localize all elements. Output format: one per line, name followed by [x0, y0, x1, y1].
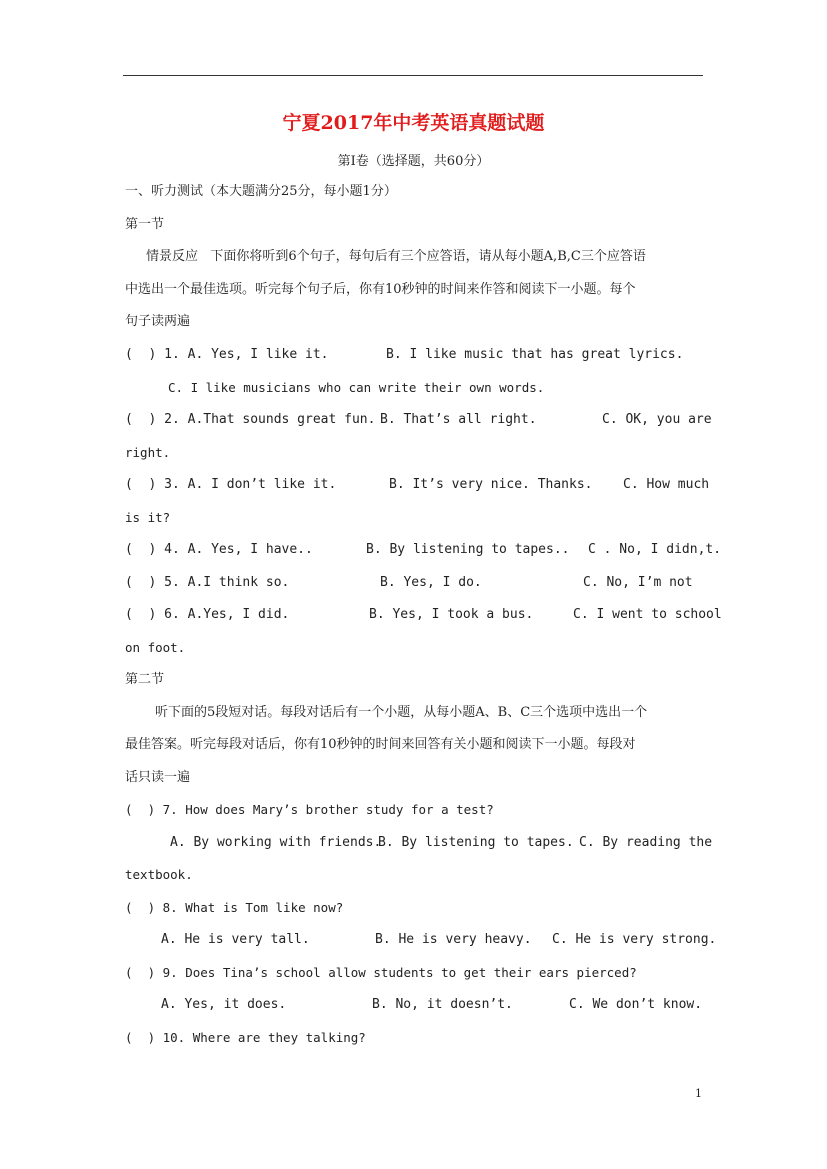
part1-instruction-2: 中选出一个最佳选项。听完每个句子后，你有10秒钟的时间来作答和阅读下一小题。每个: [125, 282, 636, 297]
q9-option-c: C. We don’t know.: [569, 997, 703, 1012]
part2-label: 第二节: [125, 672, 165, 687]
q8-option-a: A. He is very tall.: [161, 932, 310, 947]
q6-option-c: C. I went to school: [573, 607, 722, 622]
q8-stem: ( ) 8. What is Tom like now?: [125, 900, 344, 915]
q3-option-c: C. How much: [623, 477, 710, 492]
q1-option-b: B. I like music that has great lyrics.: [386, 347, 684, 362]
q4-stem-a: ( ) 4. A. Yes, I have..: [125, 542, 313, 557]
q3-stem-a: ( ) 3. A. I don’t like it.: [125, 477, 337, 492]
q7-continuation: textbook.: [125, 867, 193, 882]
q8-option-c: C. He is very strong.: [552, 932, 717, 947]
q7-option-b: B. By listening to tapes.: [378, 835, 574, 850]
question-8-options: [125, 932, 717, 948]
q5-option-c: C. No, I’m not: [583, 575, 693, 590]
question-5: [125, 575, 702, 591]
q4-option-b: B. By listening to tapes..: [366, 542, 570, 557]
question-6: [125, 607, 722, 623]
part1-instruction-1: 情景反应 下面你将听到6个句子，每句后有三个应答语，请从每小题A,B,C三个应答语: [146, 249, 646, 264]
q4-option-c: C . No, I didn,t.: [588, 542, 722, 557]
part1-instruction-3: 句子读两遍: [125, 314, 191, 329]
q7-stem: ( ) 7. How does Mary’s brother study for a test?: [125, 802, 494, 817]
q5-option-b: B. Yes, I do.: [380, 575, 482, 590]
question-1: [125, 347, 702, 363]
q6-stem-a: ( ) 6. A.Yes, I did.: [125, 607, 290, 622]
part2-instruction-3: 话只读一遍: [125, 770, 191, 785]
q1-stem-a: ( ) 1. A. Yes, I like it.: [125, 347, 329, 362]
page-title: 宁夏2017年中考英语真题试题: [282, 112, 545, 134]
q10-stem: ( ) 10. Where are they talking?: [125, 1030, 366, 1045]
question-4: [125, 542, 722, 558]
question-7-options: [125, 835, 713, 851]
part2-instruction-1: 听下面的5段短对话。每段对话后有一个小题，从每小题A、B、C三个选项中选出一个: [155, 705, 648, 720]
q9-option-a: A. Yes, it does.: [161, 997, 287, 1012]
q7-option-a: A. By working with friends.: [170, 835, 382, 850]
question-2: [125, 412, 712, 428]
paper-subtitle: 第Ⅰ卷（选择题，共60分）: [337, 154, 490, 169]
q2-option-b: B. That’s all right.: [380, 412, 537, 427]
q3-option-b: B. It’s very nice. Thanks.: [389, 477, 593, 492]
question-3: [125, 477, 710, 493]
q6-continuation: on foot.: [125, 640, 186, 655]
q2-option-c: C. OK, you are: [602, 412, 712, 427]
part1-label: 第一节: [125, 217, 165, 232]
header-rule: [123, 75, 703, 76]
q1-option-c: C. I like musicians who can write their own words.: [168, 380, 545, 395]
q2-stem-a: ( ) 2. A.That sounds great fun.: [125, 412, 376, 427]
q9-option-b: B. No, it doesn’t.: [372, 997, 513, 1012]
question-9-options: [125, 997, 702, 1013]
q3-continuation: is it?: [125, 510, 171, 525]
part2-instruction-2: 最佳答案。听完每段对话后，你有10秒钟的时间来回答有关小题和阅读下一小题。每段对: [125, 737, 636, 752]
q6-option-b: B. Yes, I took a bus.: [369, 607, 534, 622]
q2-continuation: right.: [125, 445, 171, 460]
q8-option-b: B. He is very heavy.: [375, 932, 532, 947]
q7-option-c: C. By reading the: [579, 835, 713, 850]
section-heading: 一、听力测试（本大题满分25分，每小题1分）: [125, 184, 397, 199]
q9-stem: ( ) 9. Does Tina’s school allow students to get their ears pierced?: [125, 965, 637, 980]
page-number: 1: [695, 1087, 702, 1100]
q5-stem-a: ( ) 5. A.I think so.: [125, 575, 290, 590]
